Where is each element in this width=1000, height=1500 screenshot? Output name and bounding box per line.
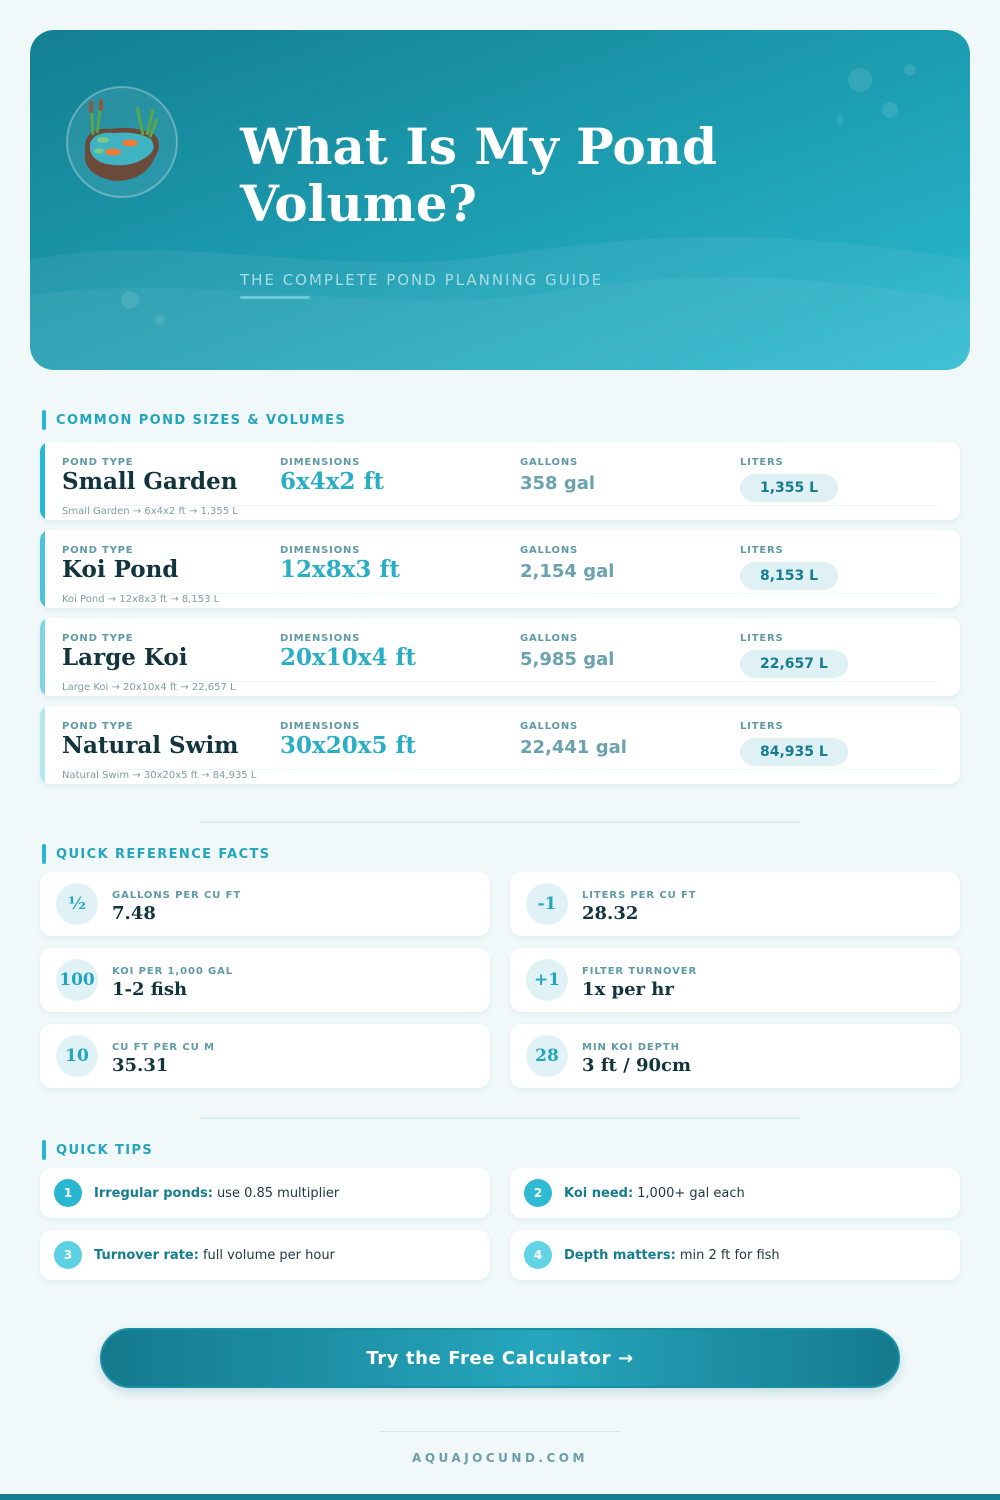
row-summary: Small Garden → 6x4x2 ft → 1,355 L [62,506,238,517]
liters-badge: 1,355 L [740,474,838,502]
dimensions: 12x8x3 ft [280,556,400,583]
fact-card [40,1024,490,1088]
tip-number: 3 [54,1241,82,1269]
heading-text: QUICK REFERENCE FACTS [56,846,271,862]
tip-text: min 2 ft for fish [679,1247,780,1263]
fact-badge: 100 [56,959,98,1001]
divider [200,821,800,823]
liters-badge: 22,657 L [740,650,848,678]
dims-label: DIMENSIONS [280,721,361,732]
gallons-value: 5,985 gal [520,649,615,670]
pond-size-row [40,706,960,784]
pond-type: Small Garden [62,468,238,495]
tip-text: use 0.85 multiplier [216,1185,340,1201]
gallons-label: GALLONS [520,633,579,644]
row-accent [40,618,45,696]
row-summary: Natural Swim → 30x20x5 ft → 84,935 L [62,770,257,781]
pond-size-row [40,618,960,696]
gallons-value: 358 gal [520,473,596,494]
section-heading-tips [42,1140,153,1160]
bottom-bar [0,1494,1000,1500]
footer-divider [380,1431,620,1432]
tip-text: full volume per hour [202,1247,335,1263]
page-subtitle: THE COMPLETE POND PLANNING GUIDE [240,271,604,289]
tip-card [510,1230,960,1280]
fact-value: 28.32 [582,903,639,924]
dimensions: 6x4x2 ft [280,468,384,495]
tip-text: 1,000+ gal each [637,1185,745,1201]
row-summary: Large Koi → 20x10x4 ft → 22,657 L [62,682,236,693]
tip-title: Depth matters: [564,1247,676,1263]
hero-banner [30,30,970,370]
fact-label: GALLONS PER CU FT [112,890,242,901]
fact-card [510,872,960,936]
fact-label: CU FT PER CU M [112,1042,215,1053]
fact-badge: +1 [526,959,568,1001]
fact-value: 35.31 [112,1055,169,1076]
type-label: POND TYPE [62,545,134,556]
fact-card [510,1024,960,1088]
pond-type: Koi Pond [62,556,179,583]
subtitle-underline [240,296,310,299]
row-summary: Koi Pond → 12x8x3 ft → 8,153 L [62,594,220,605]
fact-card [40,948,490,1012]
heading-accent [42,844,46,864]
dimensions: 30x20x5 ft [280,732,416,759]
fact-badge: -1 [526,883,568,925]
tip-title: Turnover rate: [94,1247,199,1263]
liters-badge: 8,153 L [740,562,838,590]
liters-label: LITERS [740,633,784,644]
type-label: POND TYPE [62,633,134,644]
fact-card [40,872,490,936]
fact-badge: 28 [526,1035,568,1077]
fact-value: 1-2 fish [112,979,188,1000]
pond-size-row [40,530,960,608]
dims-label: DIMENSIONS [280,633,361,644]
fact-label: LITERS PER CU FT [582,890,697,901]
tip-title: Koi need: [564,1185,634,1201]
gallons-label: GALLONS [520,545,579,556]
gallons-label: GALLONS [520,721,579,732]
liters-label: LITERS [740,721,784,732]
tip-title: Irregular ponds: [94,1185,213,1201]
row-accent [40,706,45,784]
section-heading-sizes [42,410,346,430]
pond-type: Natural Swim [62,732,239,759]
dims-label: DIMENSIONS [280,545,361,556]
tip-number: 4 [524,1241,552,1269]
tip-card [40,1230,490,1280]
liters-label: LITERS [740,545,784,556]
dims-label: DIMENSIONS [280,457,361,468]
dimensions: 20x10x4 ft [280,644,416,671]
row-accent [40,442,45,520]
type-label: POND TYPE [62,721,134,732]
fact-badge: ½ [56,883,98,925]
calculator-cta-button[interactable]: Try the Free Calculator → [100,1328,900,1388]
heading-text: COMMON POND SIZES & VOLUMES [56,412,347,428]
fact-card [510,948,960,1012]
gallons-value: 22,441 gal [520,737,627,758]
tip-number: 2 [524,1179,552,1207]
divider [200,1117,800,1119]
tip-card [510,1168,960,1218]
gallons-label: GALLONS [520,457,579,468]
fact-value: 1x per hr [582,979,674,1000]
heading-accent [42,410,46,430]
fact-value: 3 ft / 90cm [582,1055,692,1076]
pond-logo-icon [65,85,179,199]
tip-number: 1 [54,1179,82,1207]
fact-badge: 10 [56,1035,98,1077]
liters-label: LITERS [740,457,784,468]
fact-label: MIN KOI DEPTH [582,1042,680,1053]
type-label: POND TYPE [62,457,134,468]
pond-size-row [40,442,960,520]
pond-type: Large Koi [62,644,188,671]
fact-label: FILTER TURNOVER [582,966,698,977]
liters-badge: 84,935 L [740,738,848,766]
site-link[interactable]: AQUAJOCUND.COM [412,1451,588,1465]
heading-text: QUICK TIPS [56,1142,154,1158]
tip-card [40,1168,490,1218]
fact-value: 7.48 [112,903,156,924]
section-heading-facts [42,844,271,864]
fact-label: KOI PER 1,000 GAL [112,966,234,977]
row-accent [40,530,45,608]
heading-accent [42,1140,46,1160]
page-title: What Is My Pond Volume? [240,117,718,233]
gallons-value: 2,154 gal [520,561,615,582]
